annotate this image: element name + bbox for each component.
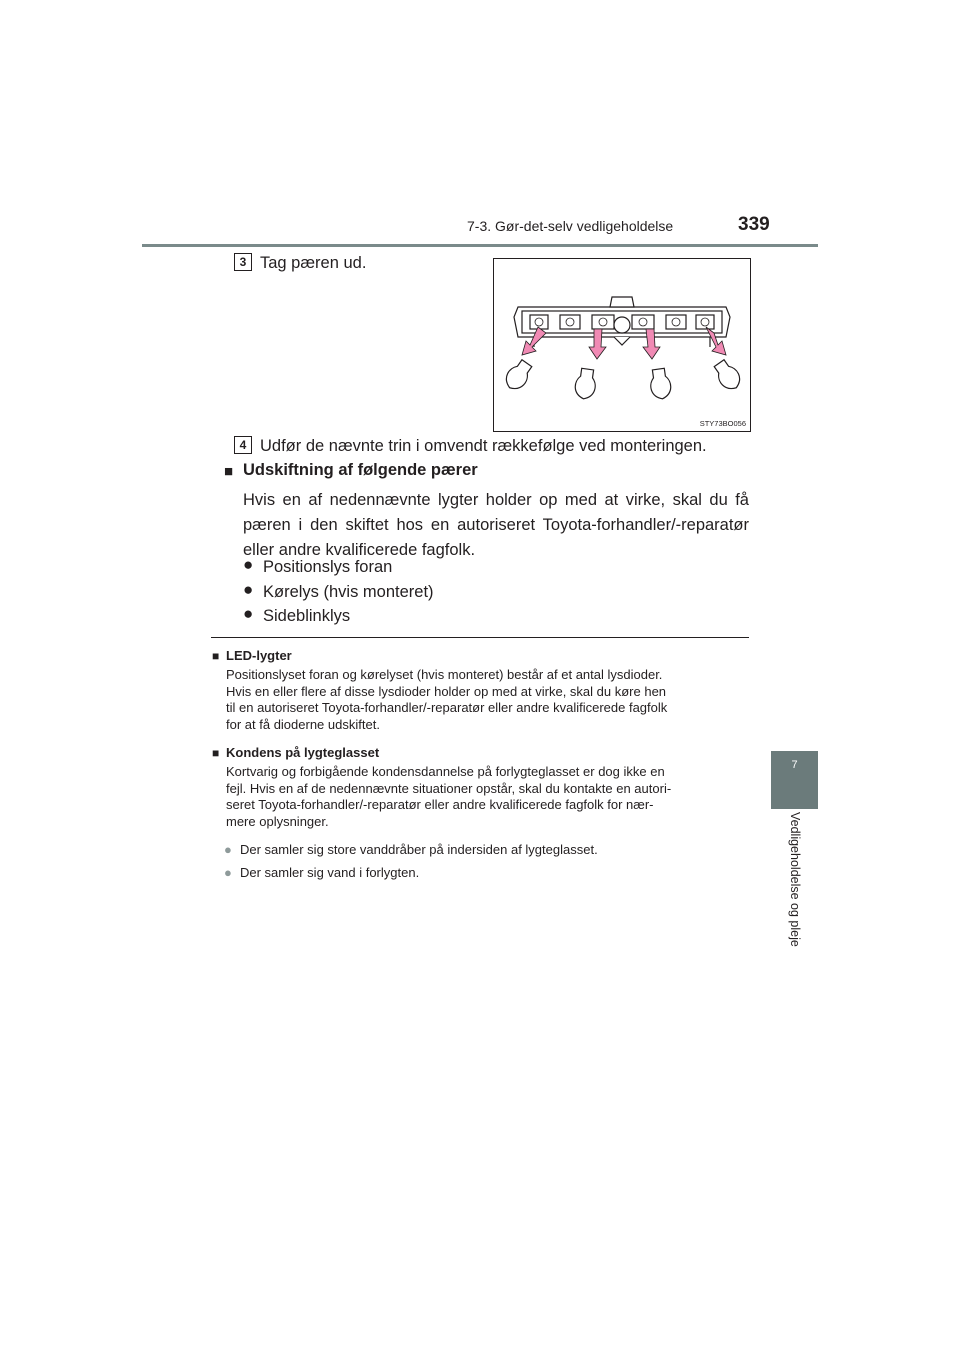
bulb-removal-figure — [493, 258, 751, 432]
section-paragraph: Hvis en af nedennævnte lygter holder op med at virke, skal du få pæren i den skiftet hos en autoriseret Toyota-forhandler/-reparatør eller andre kvalificerede fagfolk. — [243, 491, 749, 559]
square-icon: ■ — [212, 746, 220, 760]
bullet-item: Positionslys foran — [263, 558, 393, 576]
chapter-tab — [771, 751, 818, 809]
note-line: Kortvarig og forbigående kondensdannelse på forlygteglasset er dog ikke en — [226, 764, 665, 779]
bullet-icon: ● — [243, 555, 254, 574]
square-icon: ■ — [224, 463, 234, 480]
note-body — [226, 764, 746, 830]
note-line: fejl. Hvis en af de nedennævnte situationer opstår, skal du kontakte en autori- — [226, 780, 672, 796]
step-number-3: 3 — [234, 253, 252, 271]
note-heading: LED-lygter — [226, 648, 292, 663]
step-3-text: Tag pæren ud. — [260, 254, 367, 272]
page-number: 339 — [738, 214, 770, 235]
chapter-number: 7 — [791, 759, 798, 771]
chapter-label: Vedligeholdelse og pleje — [788, 812, 802, 947]
step-4-text: Udfør de nævnte trin i omvendt rækkefølge ved monteringen. — [260, 437, 707, 455]
section-title: 7-3. Gør-det-selv vedligeholdelse — [467, 218, 674, 234]
note-bullet-item: Der samler sig store vanddråber på indersiden af lygteglasset. — [240, 842, 598, 857]
note-line: seret Toyota-forhandler/-reparatør eller andre kvalificerede fagfolk for nær- — [226, 797, 654, 812]
note-line: til en autoriseret Toyota-forhandler/-reparatør eller andre kvalificerede fagfolk — [226, 700, 668, 715]
note-body — [226, 667, 746, 733]
note-bullet-item: Der samler sig vand i forlygten. — [240, 865, 420, 880]
chapter-label-wrap — [770, 812, 820, 982]
notes-divider — [211, 637, 749, 638]
step-number-4: 4 — [234, 436, 252, 454]
bullet-item: Sideblinklys — [263, 607, 351, 625]
note-heading: Kondens på lygteglasset — [226, 745, 380, 760]
header-divider — [142, 244, 818, 247]
bullet-item: Kørelys (hvis monteret) — [263, 583, 434, 601]
note-line: Hvis en eller flere af disse lysdioder holder op med at virke, skal du køre hen — [226, 683, 667, 699]
note-line: for at få dioderne udskiftet. — [226, 716, 380, 732]
note-line: mere oplysninger. — [226, 813, 329, 829]
bullet-icon: ● — [224, 842, 232, 857]
bulb-removal-illustration — [494, 259, 750, 431]
square-icon: ■ — [212, 649, 220, 663]
bullet-icon: ● — [224, 865, 232, 880]
bullet-icon: ● — [243, 604, 254, 623]
section-heading: Udskiftning af følgende pærer — [243, 461, 478, 479]
bullet-icon: ● — [243, 580, 254, 599]
figure-code: STY73BO056 — [699, 419, 746, 428]
note-line: Positionslyset foran og kørelyset (hvis monteret) består af et antal lysdioder. — [226, 667, 663, 682]
